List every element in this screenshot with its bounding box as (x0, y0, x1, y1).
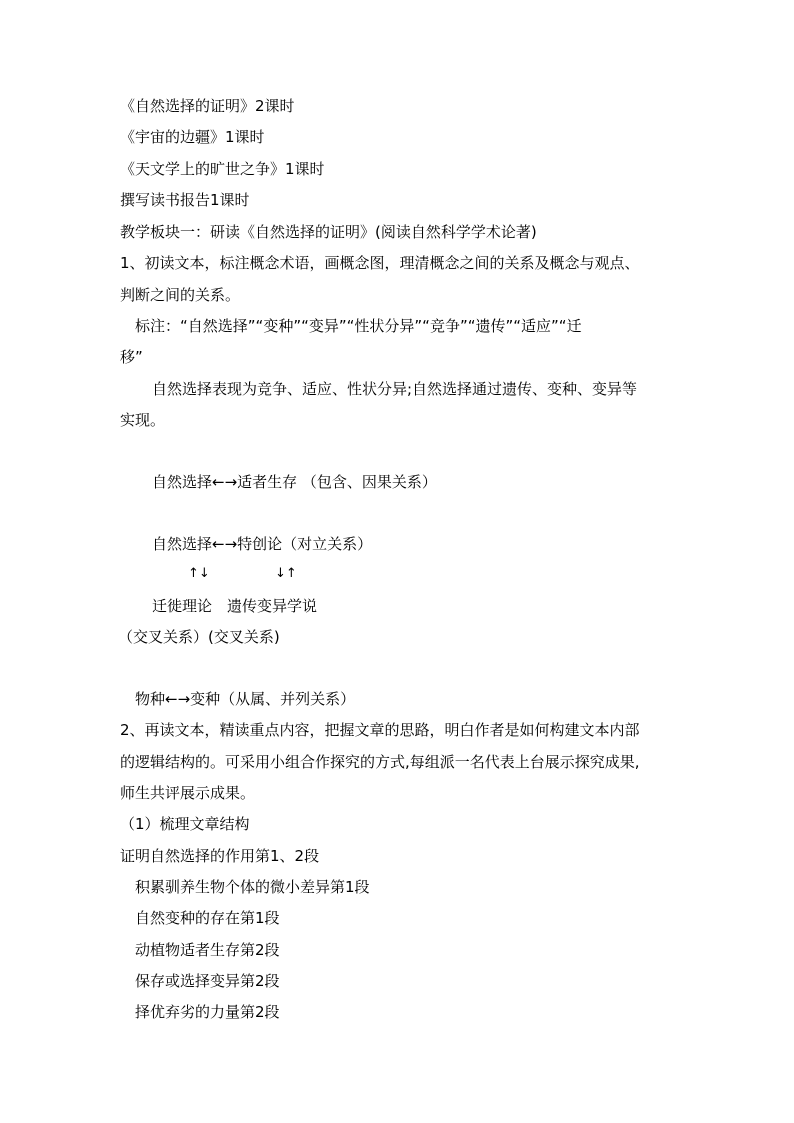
arrows-right: ↓↑ (275, 566, 297, 581)
teaching-module-heading: 教学板块一：研读《自然选择的证明》(阅读自然科学学术论著) (120, 223, 537, 241)
relation-species-variety: 物种←→变种（从属、并列关系） (135, 690, 356, 708)
relation-natural-selection-creationism: 自然选择←→特创论（对立关系） (152, 535, 373, 553)
cross-relation-labels: （交叉关系）(交叉关系) (118, 628, 280, 646)
step-2-line-1: 2、再读文本，精读重点内容，把握文章的思路，明白作者是如何构建文本内部 (120, 721, 640, 739)
structure-item-2: 自然变种的存在第1段 (135, 909, 280, 927)
course-item-4: 撰写读书报告1课时 (120, 191, 250, 209)
step-2-line-2: 的逻辑结构的。可采用小组合作探究的方式,每组派一名代表上台展示探究成果, (120, 753, 640, 771)
step-1-line-2: 判断之间的关系。 (120, 286, 241, 304)
theory-labels: 迁徙理论 遗传变异学说 (152, 597, 318, 615)
sub-heading-structure: （1）梳理文章结构 (120, 815, 250, 833)
relation-natural-selection-survival: 自然选择←→适者生存 （包含、因果关系） (152, 473, 437, 491)
annotation-line-2: 移” (120, 348, 143, 366)
arrows-left: ↑↓ (188, 566, 210, 581)
course-item-1: 《自然选择的证明》2课时 (120, 97, 295, 115)
structure-item-5: 择优弃劣的力量第2段 (135, 1003, 280, 1021)
structure-item-4: 保存或选择变异第2段 (135, 972, 280, 990)
step-1-line-1: 1、初读文本，标注概念术语，画概念图，理清概念之间的关系及概念与观点、 (120, 254, 640, 272)
summary-line-1: 自然选择表现为竞争、适应、性状分异;自然选择通过遗传、变种、变异等 (152, 380, 638, 398)
annotation-line-1: 标注：“自然选择”“变种”“变异”“性状分异”“竞争”“遗传”“适应”“迁 (135, 317, 582, 335)
course-item-3: 《天文学上的旷世之争》1课时 (120, 160, 325, 178)
course-item-2: 《宇宙的边疆》1课时 (120, 128, 265, 146)
structure-item-main: 证明自然选择的作用第1、2段 (120, 847, 320, 865)
structure-item-1: 积累驯养生物个体的微小差异第1段 (135, 878, 370, 896)
structure-item-3: 动植物适者生存第2段 (135, 941, 280, 959)
step-2-line-3: 师生共评展示成果。 (120, 784, 256, 802)
summary-line-2: 实现。 (120, 411, 166, 429)
